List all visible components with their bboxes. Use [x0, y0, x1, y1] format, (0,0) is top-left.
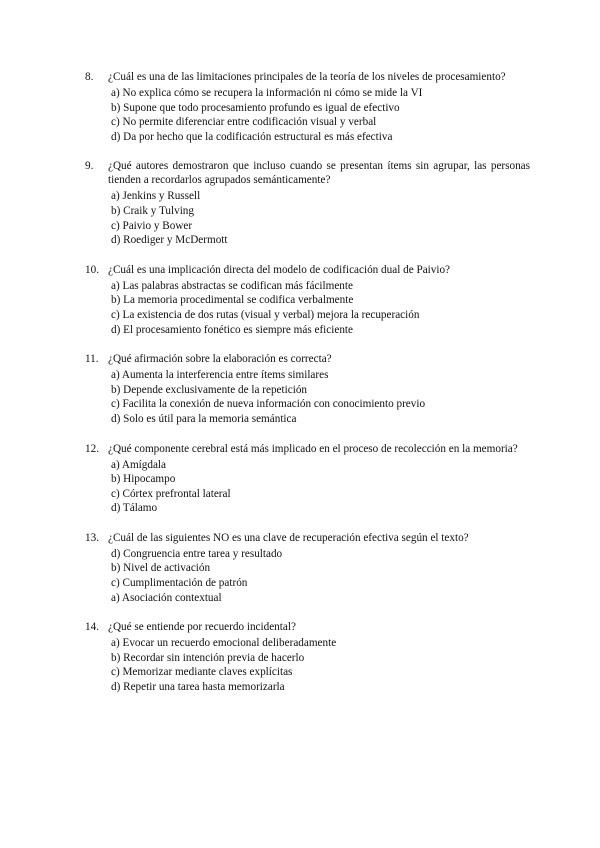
answer-option: a) Evocar un recuerdo emocional deliberadamente	[111, 637, 337, 650]
question-number: 12.	[85, 442, 99, 455]
question-number: 10.	[85, 263, 99, 276]
question-text: ¿Qué componente cerebral está más implicado en el proceso de recolección en la memoria?	[108, 442, 518, 455]
answer-options	[111, 547, 530, 605]
question-item	[85, 531, 530, 605]
answer-option: b) Hipocampo	[111, 473, 176, 486]
answer-options	[111, 189, 530, 247]
question-list	[85, 70, 530, 710]
answer-option: a) Amígdala	[111, 458, 166, 471]
question-text: ¿Qué se entiende por recuerdo incidental?	[108, 621, 296, 634]
question-text: ¿Qué autores demostraron que incluso cuando se presentan ítems sin agrupar, las personas tienden a recordarlos agrupados semánticamente?	[108, 160, 530, 187]
question-text: ¿Cuál es una implicación directa del modelo de codificación dual de Paivio?	[108, 263, 451, 276]
answer-option: b) Depende exclusivamente de la repetición	[111, 383, 308, 396]
question-header	[85, 263, 530, 277]
answer-option: d) El procesamiento fonético es siempre más eficiente	[111, 323, 353, 336]
question-item	[85, 442, 530, 516]
question-item	[85, 70, 530, 144]
question-header	[85, 352, 530, 366]
answer-option: d) Roediger y McDermott	[111, 234, 228, 247]
answer-option: b) Supone que todo procesamiento profundo es igual de efectivo	[111, 101, 400, 114]
question-number: 11.	[85, 353, 99, 366]
answer-option: c) Facilita la conexión de nueva información con conocimiento previo	[111, 398, 426, 411]
answer-option: b) La memoria procedimental se codifica verbalmente	[111, 294, 354, 307]
question-header	[85, 442, 530, 456]
answer-option: d) Congruencia entre tarea y resultado	[111, 547, 283, 560]
answer-option: c) Cumplimentación de patrón	[111, 577, 248, 590]
answer-option: b) Recordar sin intención previa de hacerlo	[111, 651, 305, 664]
question-header	[85, 159, 530, 187]
question-number: 14.	[85, 621, 99, 634]
answer-option: c) Córtex prefrontal lateral	[111, 487, 231, 500]
question-text: ¿Cuál de las siguientes NO es una clave de recuperación efectiva según el texto?	[108, 531, 469, 544]
answer-option: d) Solo es útil para la memoria semántica	[111, 412, 297, 425]
answer-option: c) Memorizar mediante claves explícitas	[111, 666, 293, 679]
answer-option: d) Tálamo	[111, 502, 158, 515]
question-item	[85, 620, 530, 694]
question-header	[85, 531, 530, 545]
answer-option: d) Repetir una tarea hasta memorizarla	[111, 681, 285, 694]
answer-option: a) Las palabras abstractas se codifican más fácilmente	[111, 279, 353, 292]
answer-option: a) Asociación contextual	[111, 591, 222, 604]
answer-option: b) Craik y Tulving	[111, 204, 194, 217]
question-number: 9.	[85, 160, 94, 173]
answer-option: a) Jenkins y Russell	[111, 190, 201, 203]
answer-options	[111, 368, 530, 426]
question-number: 8.	[85, 71, 94, 83]
question-item	[85, 159, 530, 247]
answer-options	[111, 636, 530, 694]
question-header	[85, 620, 530, 634]
answer-option: b) Nivel de activación	[111, 562, 211, 575]
answer-options	[111, 86, 530, 144]
question-item	[85, 263, 530, 337]
question-item	[85, 352, 530, 426]
answer-option: a) Aumenta la interferencia entre ítems similares	[111, 369, 329, 382]
question-number: 13.	[85, 531, 99, 544]
answer-option: c) La existencia de dos rutas (visual y verbal) mejora la recuperación	[111, 308, 420, 321]
answer-option: a) No explica cómo se recupera la información ni cómo se mide la VI	[111, 87, 423, 99]
answer-option: c) No permite diferenciar entre codificación visual y verbal	[111, 116, 377, 129]
question-text: ¿Qué afirmación sobre la elaboración es correcta?	[108, 353, 332, 366]
answer-option: d) Da por hecho que la codificación estructural es más efectiva	[111, 130, 393, 143]
question-header	[85, 70, 530, 84]
question-text: ¿Cuál es una de las limitaciones principales de la teoría de los niveles de procesamiento?	[108, 71, 506, 83]
answer-option: c) Paivio y Bower	[111, 219, 193, 232]
answer-options	[111, 279, 530, 337]
answer-options	[111, 458, 530, 516]
